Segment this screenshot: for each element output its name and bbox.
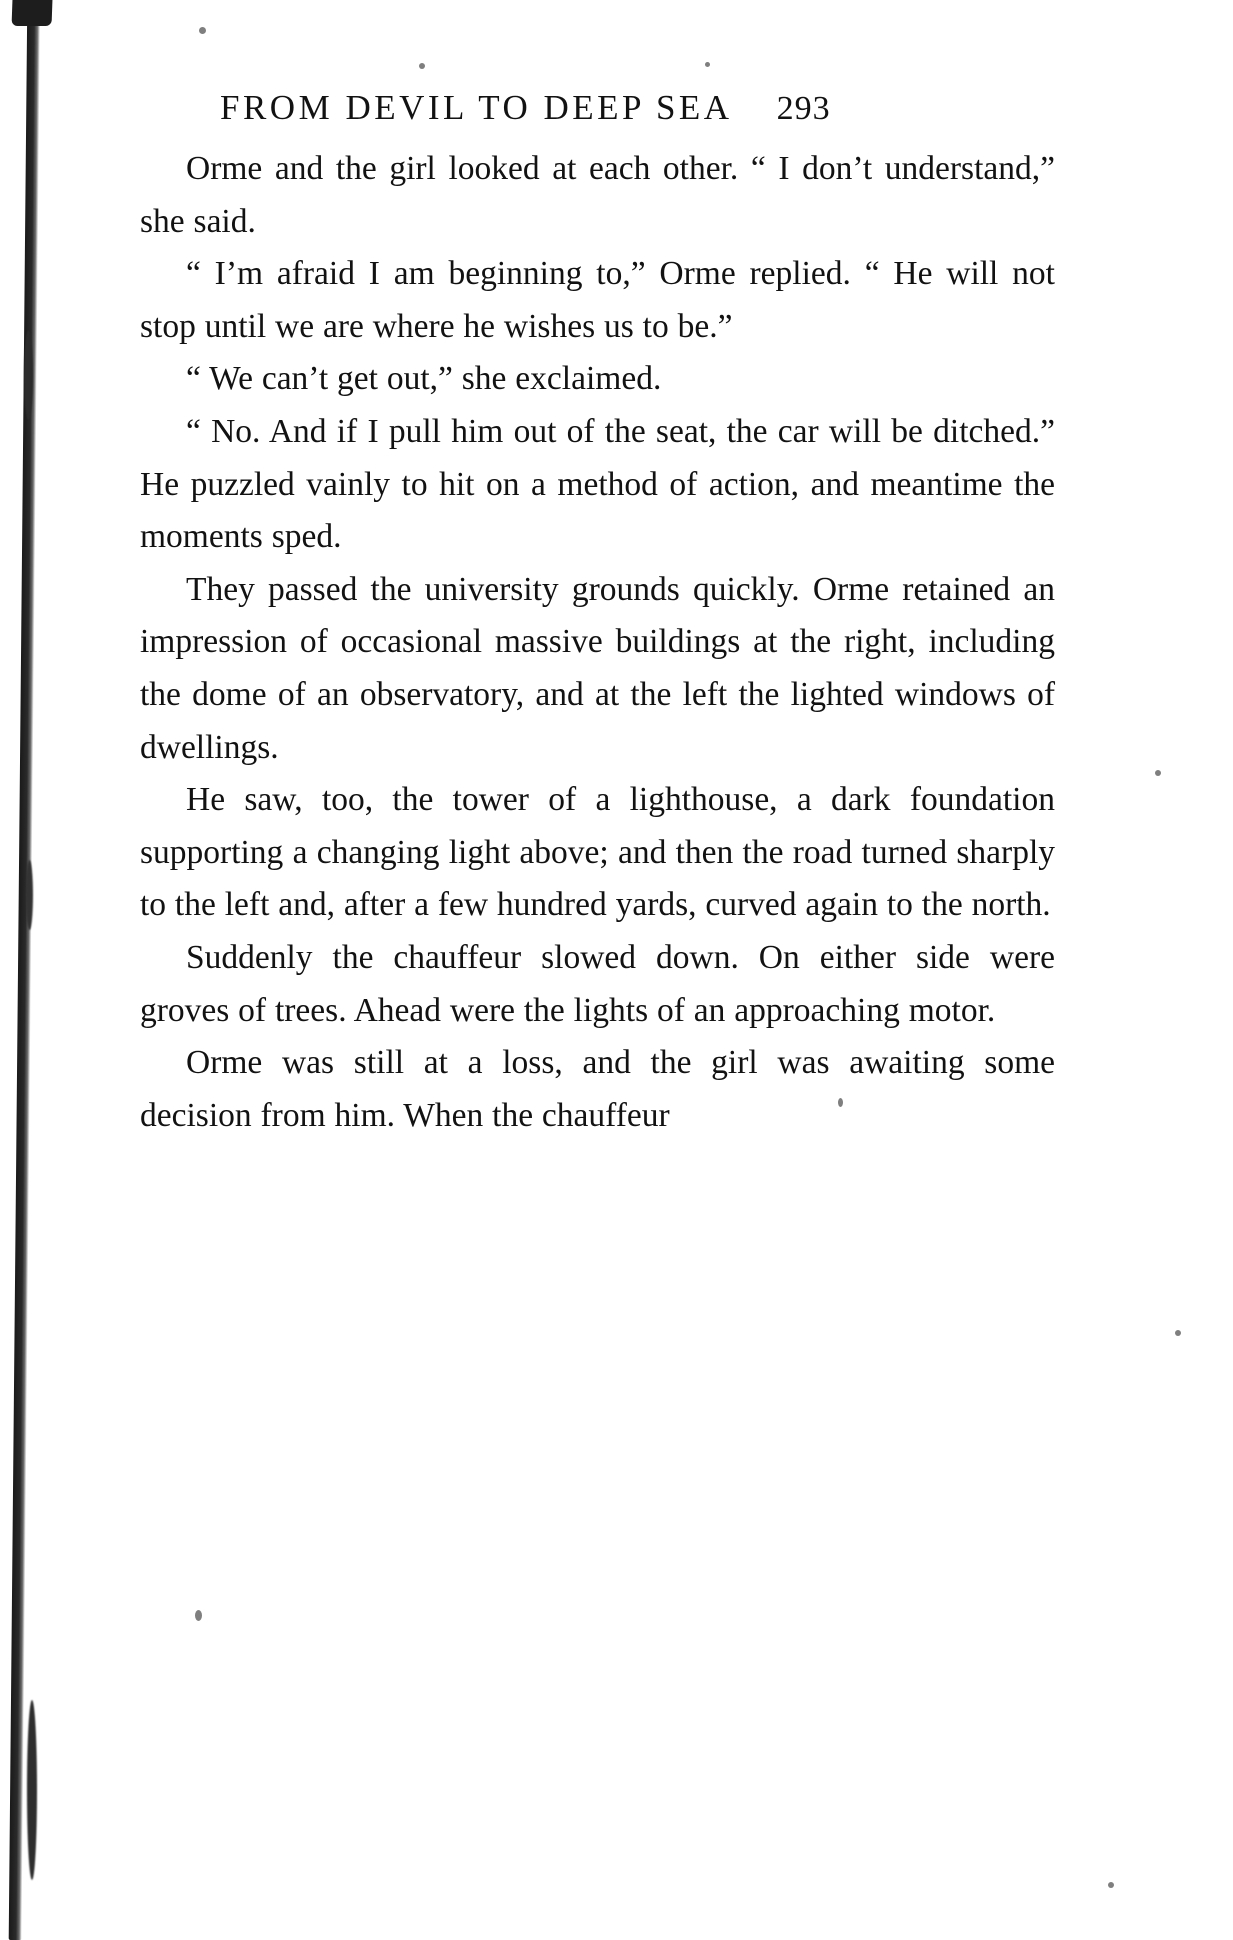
- scan-speck: [419, 63, 425, 69]
- paragraph: He saw, too, the tower of a lighthouse, a dark foundation supporting a changing light above; and then the road turned sharply to the left and, after a few hundred yards, curved again to the north.: [140, 781, 1055, 924]
- scan-artifact: [26, 860, 33, 930]
- paragraph: Orme and the girl looked at each other. “ I don’t understand,” she said.: [140, 150, 1055, 240]
- body-text: [140, 143, 1055, 1142]
- paragraph: Orme was still at a loss, and the girl was awaiting some decision from him. When the chauffeur: [140, 1044, 1055, 1134]
- scan-speck: [705, 62, 710, 67]
- scan-speck: [195, 1610, 202, 1621]
- book-spine-edge: [9, 0, 41, 1940]
- paragraph: “ No. And if I pull him out of the seat, the car will be ditched.” He puzzled vainly to hit on a method of action, and meantime the moments sped.: [140, 412, 1055, 556]
- paragraph: “ We can’t get out,” she exclaimed.: [186, 360, 662, 398]
- scan-speck: [1155, 770, 1161, 776]
- scan-artifact: [27, 1700, 37, 1880]
- paragraph: “ I’m afraid I am beginning to,” Orme replied. “ He will not stop until we are where he wishes us to be.”: [140, 255, 1055, 345]
- scan-speck: [1108, 1882, 1114, 1888]
- book-spine-edge-top: [12, 0, 53, 26]
- paragraph: They passed the university grounds quickly. Orme retained an impression of occasional massive buildings at the right, including the dome of an observatory, and at the left the lighted windows of dwellings.: [140, 570, 1055, 766]
- scan-speck: [838, 1098, 843, 1107]
- scan-gutter-shadow: [0, 0, 46, 1940]
- paragraph: Suddenly the chauffeur slowed down. On either side were groves of trees. Ahead were the lights of an approaching motor.: [140, 938, 1055, 1029]
- page-content: [140, 0, 1100, 1940]
- scan-artifact: [24, 330, 33, 420]
- scan-speck: [199, 27, 206, 34]
- running-head: [140, 88, 1040, 128]
- page-title: FROM DEVIL TO DEEP SEA: [220, 88, 733, 127]
- page-number: 293: [776, 90, 831, 127]
- scan-speck: [1175, 1330, 1181, 1336]
